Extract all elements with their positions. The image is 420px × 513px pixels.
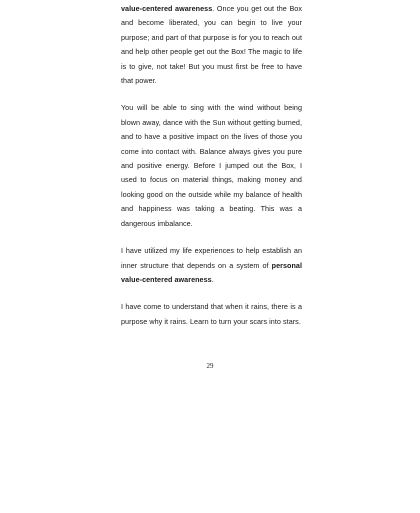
page-body [121, 2, 302, 329]
bold-phrase: value-centered awareness [121, 4, 213, 13]
paragraph-1 [121, 2, 302, 88]
paragraph-2: You will be able to sing with the wind without being blown away, dance with the Sun without getting burned, and to have a positive impact on the lives of those you come into contact with. Balance always gives you pure and positive energy. Before I jumped out the Box, I used to focus on material things, making money and looking good on the outside while my balance of health and happiness was taking a beating. This was a dangerous imbalance. [121, 103, 302, 228]
paragraph-text: I have utilized my life experiences to help establish an inner structure that depends on a system of [121, 246, 302, 270]
page-number: 29 [206, 362, 214, 370]
paragraph-4: I have come to understand that when it rains, there is a purpose why it rains. Learn to turn your scars into stars. [121, 302, 302, 326]
paragraph-3 [121, 244, 302, 287]
paragraph-text: . [211, 274, 214, 284]
paragraph-text: . Once you get out the Box and become liberated, you can begin to live your purpose; and part of that purpose is for you to reach out and help other people get out the Box! The magic to life is to give, not take! But you must first be free to have that power. [121, 4, 302, 86]
bold-phrase: personal value-centered awareness [121, 260, 302, 284]
